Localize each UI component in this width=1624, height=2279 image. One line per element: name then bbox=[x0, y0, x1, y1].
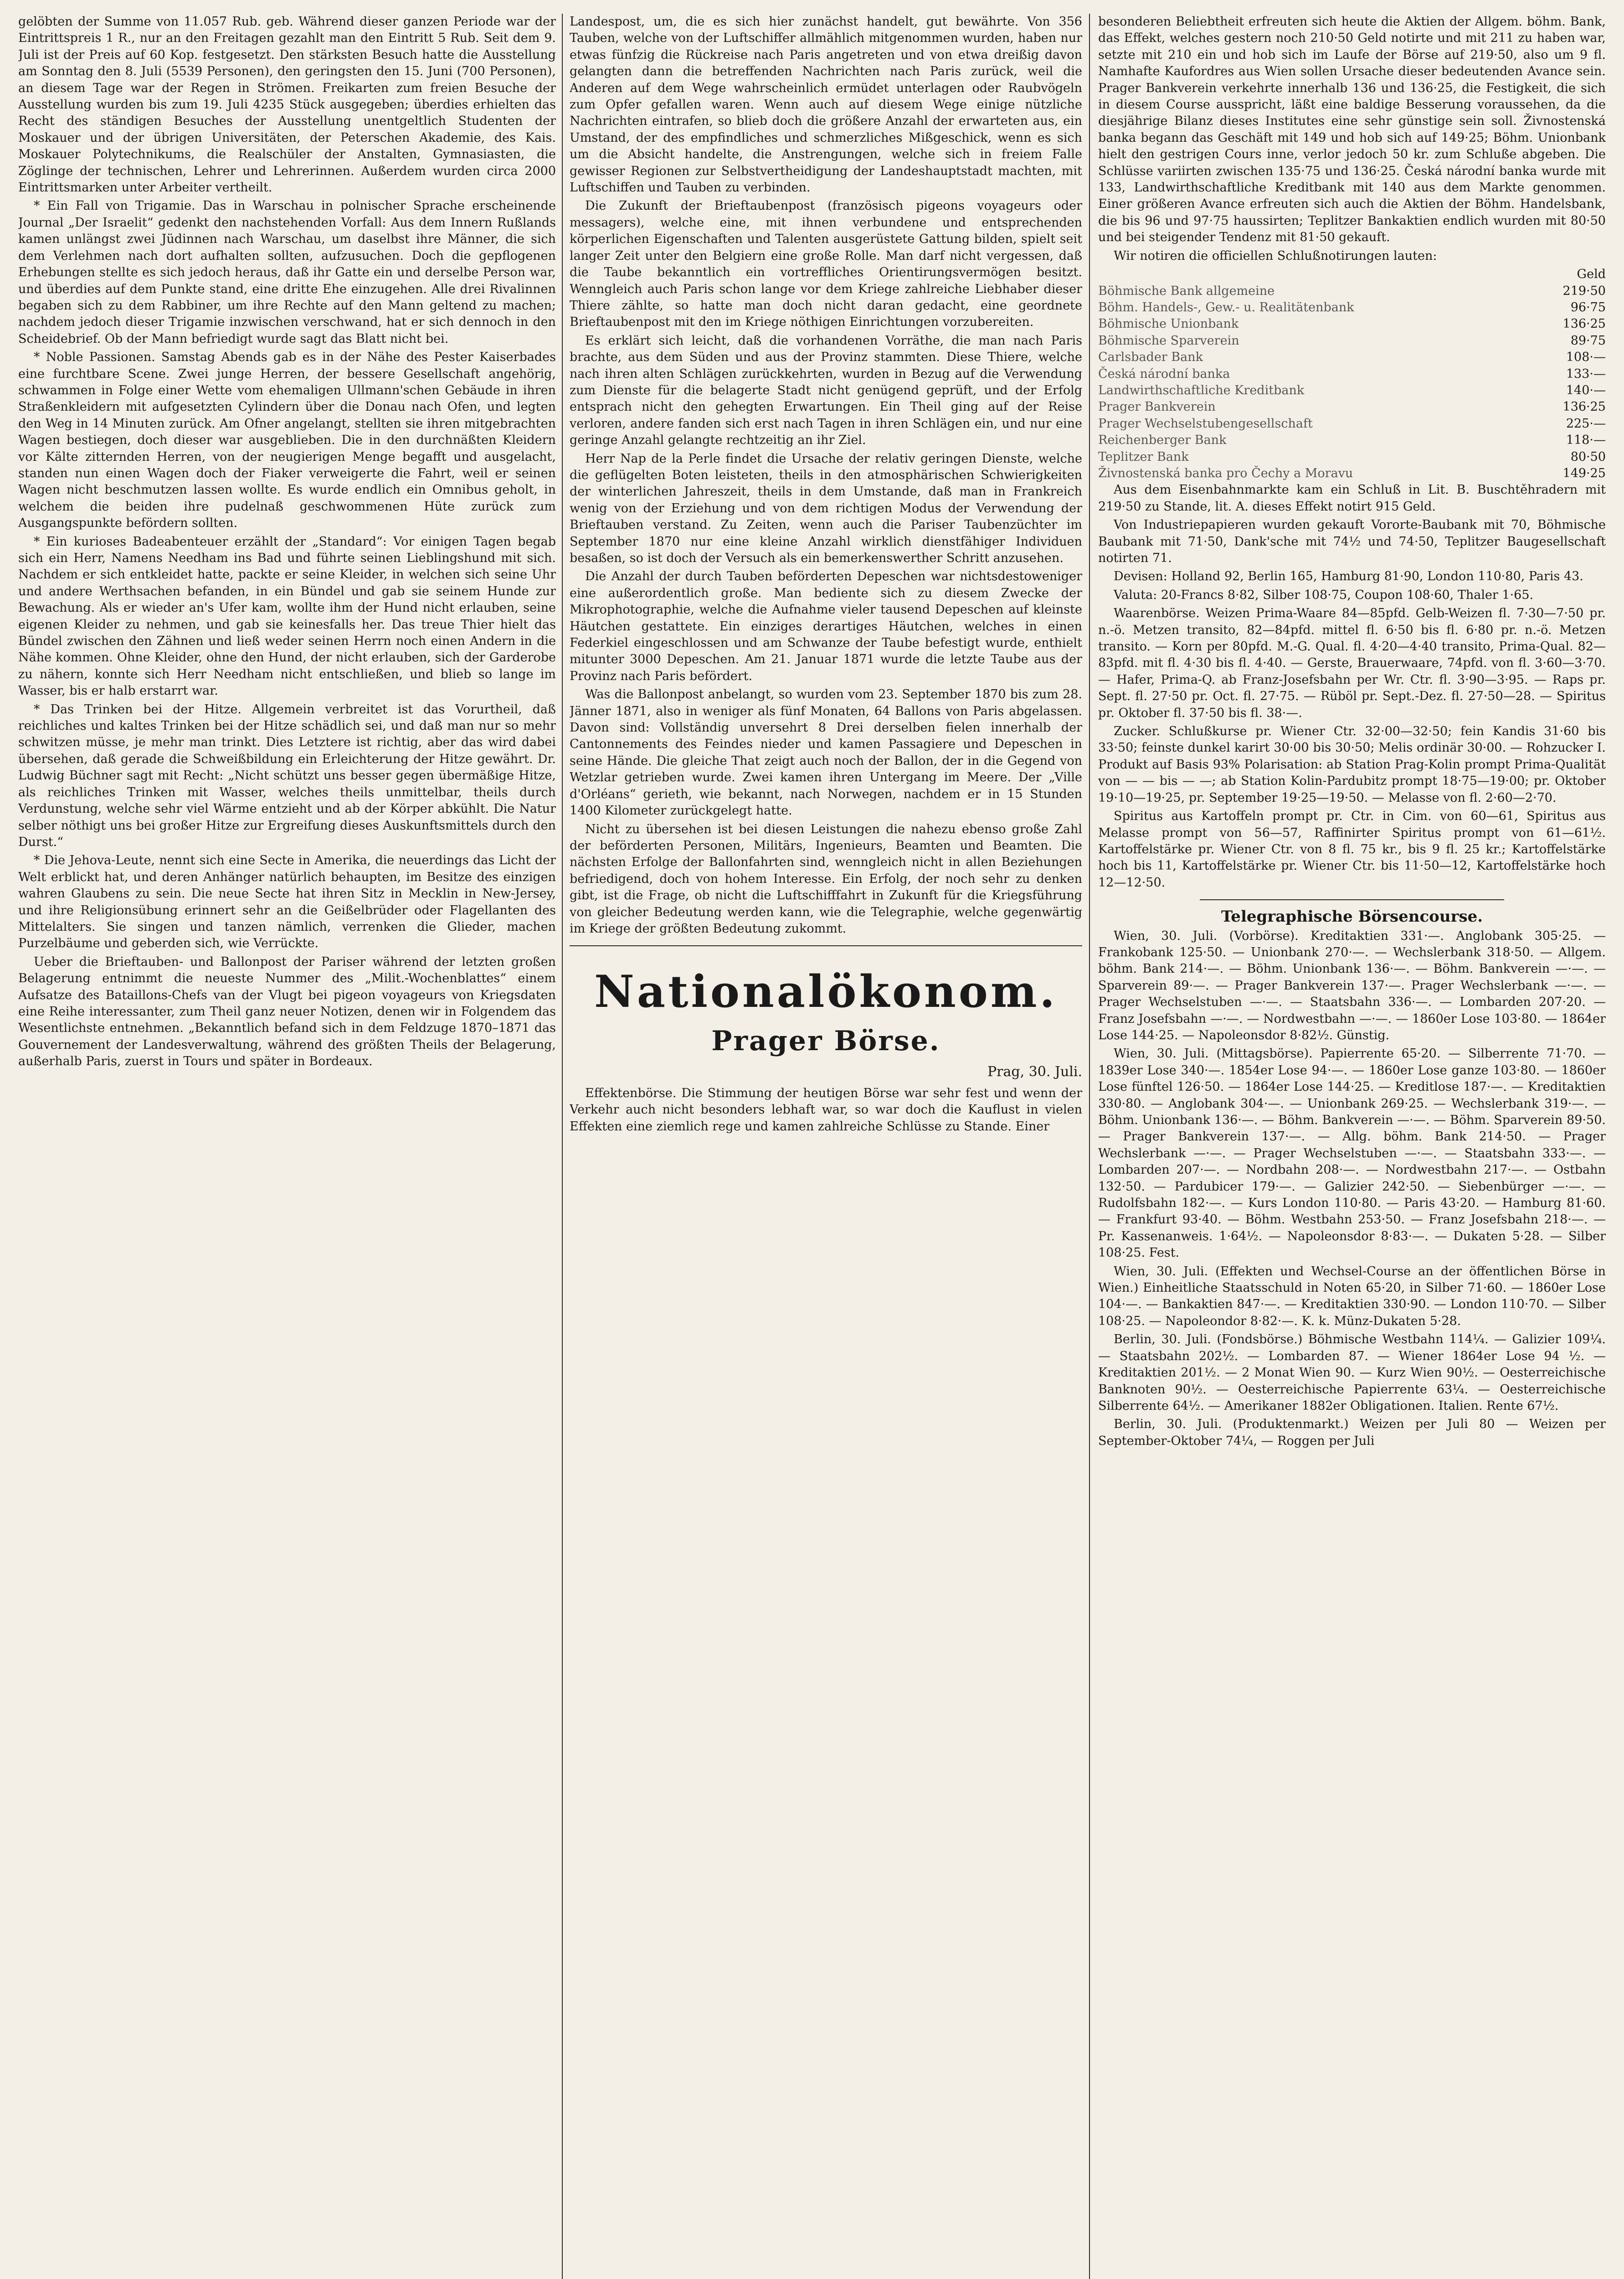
quote-row bbox=[1098, 416, 1606, 432]
market-paragraph: Wir notiren die officiellen Schlußnotirungen lauten: bbox=[1114, 248, 1437, 263]
column-rule bbox=[1089, 14, 1090, 2279]
quote-name: Böhmische Bank allgemeine bbox=[1098, 284, 1275, 298]
column-left bbox=[18, 14, 556, 2279]
quote-value: 96·75 bbox=[1570, 300, 1606, 315]
quote-row bbox=[1098, 465, 1606, 482]
newspaper-page bbox=[18, 14, 1606, 2279]
article-paragraph: * Ein kurioses Badeabenteuer erzählt der „Standard“: Vor einigen Tagen begab sich ein Herr, Namens Needham ins Bad und führte seinen Lieblingshund mit sich. Nachdem er sich entkleidet hatte, packte er seine Kleider, in welchen sich seine Uhr und andere Werthsachen befanden, in ein Bündel und gab sie seinem Hunde zur Bewachung. Als er wieder an's Ufer kam, wollte ihm der Hund nicht erlauben, seine eigenen Kleider zu nehmen, und gab sie keinesfalls her. Das treue Thier hielt das Bündel zwischen den Zähnen und ließ weder seinen Herrn noch einen Andern in die Nähe kommen. Ohne Kleider, ohne den Hund, der nicht erlauben, sich der Garderobe zu nähern, konnte sich Herr Needham nicht entschließen, und blieb so lange im Wasser, bis er halb erstarrt war. bbox=[18, 534, 556, 698]
quote-value: 89·75 bbox=[1570, 333, 1606, 348]
market-paragraph: Aus dem Eisenbahnmarkte kam ein Schluß in Lit. B. Buschtěhradern mit 219·50 zu Stande, lit. A. dieses Effekt notirt 915 Geld. bbox=[1098, 483, 1606, 514]
article-paragraph: gelöbten der Summe von 11.057 Rub. geb. Während dieser ganzen Periode war der Eintrittspreis 1 R., nur an den Freitagen gezahlt man den Eintritt 5 Rub. Seit dem 9. Juli ist der Preis auf 60 Kop. festgesetzt. Den stärksten Besuch hatte die Ausstellung am Sonntag den 8. Juli (5539 Personen), den geringsten den 15. Juni (700 Personen), an diesem Tage war der Regen in Strömen. Freikarten zum freien Besuche der Ausstellung wurden bis zum 19. Juli 4235 Stück ausgegeben; überdies erhielten das Recht des ständigen Besuches der Ausstellung unentgeltlich Studenten der Moskauer und der übrigen Universitäten, der Peterschen Akademie, des Kais. Moskauer Polytechnikums, die Realschüler der Anstalten, Gymnasiasten, die Zöglinge der technischen, Lehrer und Lehrerinnen. Außerdem wurden circa 2000 Eintrittsmarken unter Arbeiter vertheilt. bbox=[18, 15, 556, 195]
quote-value: 140·— bbox=[1566, 383, 1606, 397]
telegraph-paragraph: Berlin, 30. Juli. (Fondsbörse.) Böhmische Westbahn 114¼. — Galizier 109¼. — Staatsbahn 202½. — Lombarden 87. — Wiener 1864er Lose 94 ½. — Kreditaktien 201½. — 2 Monat Wien 90. — Kurz Wien 90½. — Oesterreichische Banknoten 90½. — Oesterreichische Papierrente 63¼. — Oesterreichische Silberrente 64½. — Amerikaner 1882er Obligationen. Italien. Rente 67½. bbox=[1098, 1332, 1606, 1413]
quotes-heading: Geld bbox=[1577, 267, 1606, 282]
section-title: Nationalökonom. bbox=[594, 966, 1058, 1018]
section-divider bbox=[570, 945, 1082, 946]
market-paragraph: Valuta: 20-Francs 8·82, Silber 108·75, Coupon 108·60, Thaler 1·65. bbox=[1114, 588, 1534, 602]
column-rule bbox=[562, 14, 563, 2279]
dateline: Prag, 30. Juli. bbox=[987, 1064, 1082, 1080]
quote-name: Reichenberger Bank bbox=[1098, 433, 1227, 448]
quote-value: 225·— bbox=[1566, 416, 1606, 431]
article-paragraph: Die Zukunft der Brieftaubenpost (französisch pigeons voyageurs oder messagers), welche eine, mit ihnen verbundene und entsprechenden körperlichen Eigenschaften und Talenten ausgerüstete Gattung bilden, spielt seit langer Zeit unter den Belgiern eine große Rolle. Man darf nicht vergessen, daß die Taube bekanntlich ein vortreffliches Orientirungsvermögen besitzt. Wenngleich auch Paris schon lange vor dem Kriege zahlreiche Liebhaber dieser Thiere zählte, so hatte man doch nicht daran gedacht, eine geordnete Brieftaubenpost mit den im Kriege nöthigen Einrichtungen vorzubereiten. bbox=[570, 199, 1082, 330]
quote-name: Prager Bankverein bbox=[1098, 400, 1216, 414]
quote-value: 133·— bbox=[1566, 366, 1606, 381]
market-paragraph: Zucker. Schlußkurse pr. Wiener Ctr. 32·00—32·50; fein Kandis 31·60 bis 33·50; feinste dunkel karirt 30·00 bis 30·50; Melis ordinär 30·00. — Rohzucker I. Produkt auf Basis 93% Polarisation: ab Station Prag-Kolin prompt Prima-Qualität von — — bis — —; ab Station Kolin-Pardubitz prompt 18·75—19·00; pr. Oktober 19·10—19·25, pr. September 19·25—19·50. — Melasse von fl. 2·60—2·70. bbox=[1098, 724, 1606, 805]
quote-row bbox=[1098, 349, 1606, 366]
quote-name: Böhm. Handels-, Gew.- u. Realitätenbank bbox=[1098, 300, 1354, 315]
quote-name: Carlsbader Bank bbox=[1098, 350, 1203, 365]
market-paragraph: Devisen: Holland 92, Berlin 165, Hamburg 81·90, London 110·80, Paris 43. bbox=[1114, 569, 1583, 584]
quote-row bbox=[1098, 316, 1606, 332]
article-paragraph: Herr Nap de la Perle findet die Ursache der relativ geringen Dienste, welche die geflügelten Boten leisteten, theils in den atmosphärischen Schwierigkeiten der winterlichen Jahreszeit, theils in dem Umstande, daß man in Frankreich wenig von der Erziehung und von dem richtigen Modus der Verwendung der Brieftauben verstand. Zu Zeiten, wenn auch die Pariser Taubenzüchter im September 1870 nur eine kleine Anzahl wirklich dienstfähiger Individuen besaßen, so ist doch der Versuch als ein bemerkenswerther Schritt anzusehen. bbox=[570, 451, 1082, 565]
quote-value: 219·50 bbox=[1562, 284, 1606, 298]
quote-value: 149·25 bbox=[1562, 466, 1606, 480]
quote-name: Böhmische Sparverein bbox=[1098, 333, 1239, 348]
market-paragraph: Spiritus aus Kartoffeln prompt pr. Ctr. in Cim. von 60—61, Spiritus aus Melasse prompt von 56—57, Raffinirter Spiritus prompt von 61—61½. Kartoffelstärke pr. Wiener Ctr. von 8 fl. 75 kr., bis 9 fl. 25 kr.; Kartoffelstärke hoch bis 11, Kartoffelstärke pr. Wiener Ctr. bis 11·50—12, Kartoffelstärke hoch 12—12·50. bbox=[1098, 809, 1606, 890]
article-paragraph: * Ein Fall von Trigamie. Das in Warschau in polnischer Sprache erscheinende Journal „Der Israelit“ gedenkt den nachstehenden Vorfall: Aus dem Innern Rußlands kamen unlängst zwei Jüdinnen nach Warschau, um daselbst ihre Männer, die sich dem Verlehmen nach dort aufhalten sollten, aufzusuchen. Doch die gepflogenen Erhebungen stellte es sich jedoch heraus, daß ihr Gatte ein und derselbe Person war, und überdies auf dem Punkte stand, eine dritte Ehe einzugehen. Alle drei Rivalinnen begaben sich zu dem Rabbiner, um ihre Rechte auf den Mann geltend zu machen; nachdem jedoch dieser Trigamie inzwischen verschwand, hat er sich dennoch in den Scheidebrief. Ob der Mann befriedigt wurde sagt das Blatt nicht bei. bbox=[18, 199, 556, 346]
quote-name: Živnostenská banka pro Čechy a Moravu bbox=[1098, 466, 1353, 480]
article-paragraph: Die Anzahl der durch Tauben beförderten Depeschen war nichtsdestoweniger eine außerordentlich große. Man bediente sich zu diesem Zwecke der Mikrophotographie, welche die Aufnahme vieler tausend Depeschen auf kleinste Häutchen gestattete. Ein einziges derartiges Häutchen, welches in einen Federkiel eingeschlossen und am Schwanze der Taube befestigt wurde, enthielt mitunter 3000 Depeschen. Am 21. Januar 1871 wurde die letzte Taube aus der Provinz nach Paris befördert. bbox=[570, 569, 1082, 683]
column-right bbox=[1098, 14, 1606, 2279]
quote-value: 136·25 bbox=[1562, 317, 1606, 331]
quote-value: 136·25 bbox=[1562, 400, 1606, 414]
quote-row bbox=[1098, 382, 1606, 399]
quote-row bbox=[1098, 399, 1606, 415]
quote-name: Česká národní banka bbox=[1098, 366, 1230, 381]
article-paragraph: Was die Ballonpost anbelangt, so wurden vom 23. September 1870 bis zum 28. Jänner 1871, also in weniger als fünf Monaten, 64 Ballons von Paris abgelassen. Davon sind: Vollständig unversehrt 8 Drei derselben fielen innerhalb der Cantonnements des Feindes nieder und kamen Passagiere und Depeschen in seine Hände. Die gleiche That zeigt auch noch der Ballon, der in die Gegend von Wetzlar getrieben wurde. Zwei kamen ihren Untergang im Meere. Der „Ville d'Orléans“ gerieth, wie bekannt, nach Norwegen, nachdem er in 15 Stunden 1400 Kilometer zurückgelegt hatte. bbox=[570, 687, 1082, 818]
telegraph-paragraph: Wien, 30. Juli. (Effekten und Wechsel-Course an der öffentlichen Börse in Wien.) Einheitliche Staatsschuld in Noten 65·20, in Silber 71·60. — 1860er Lose 104·—. — Bankaktien 847·—. — Kreditaktien 330·90. — London 110·70. — Silber 108·25. — Napoleondor 8·82·—. K. k. Münz-Dukaten 5·28. bbox=[1098, 1264, 1606, 1328]
section-divider bbox=[1200, 899, 1504, 900]
quote-row bbox=[1098, 449, 1606, 465]
article-paragraph: * Noble Passionen. Samstag Abends gab es in der Nähe des Pester Kaiserbades eine furchtbare Scene. Zwei junge Herren, der bessere Gesellschaft angehörig, schwammen in Folge einer Wette vom ehemaligen Ullmann'schen Gebäude in ihren Straßenkleidern mit aufgesetzten Cylindern über die Donau nach Ofen, und legten den Weg in 14 Minuten zurück. Am Ofner angelangt, stellten sie ihren mitgebrachten Wagen bestiegen, doch dieser war ausgeblieben. Die in den durchnäßten Kleidern vor Kälte zitternden Herren, von der neugierigen Menge begafft und ausgelacht, standen nun einen Wagen doch der Fiaker verweigerte die Fahrt, weil er seinen Wagen nicht beschmutzen lassen wollte. Es wurde endlich ein Omnibus geholt, in welchem die beiden ihre pudelnaß geschwommenen Hüte zurück zum Ausgangspunkte befördern sollten. bbox=[18, 350, 556, 531]
telegraph-paragraph: Wien, 30. Juli. (Vorbörse). Kreditaktien 331·—. Anglobank 305·25. — Frankobank 125·50. — Unionbank 270·—. — Wechslerbank 318·50. — Allgem. böhm. Bank 214·—. — Böhm. Unionbank 136·—. — Böhm. Bankverein —·—. — Sparverein 89·—. — Prager Bankverein 137·—. Prager Wechslerbank —·—. — Prager Wechselstuben —·—. — Staatsbahn 336·—. — Lombarden 207·20. — Franz Josefsbahn —·—. — Nordwestbahn —·—. — 1860er Lose 103·80. — 1864er Lose 144·25. — Napoleonsdor 8·82½. Günstig. bbox=[1098, 928, 1606, 1042]
market-paragraph: besonderen Beliebtheit erfreuten sich heute die Aktien der Allgem. böhm. Bank, das Effekt, welches gestern noch 210·50 Geld notirte und mit 211 zu haben war, setzte mit 210 ein und hob sich im Laufe der Börse auf 219·50, also um 9 fl. Namhafte Kaufordres aus Wien sollen Ursache dieser bedeutenden Avance sein. Prager Bankverein verkehrte innerhalb 136 und 136·25, die Festigkeit, die sich in diesem Course ausspricht, läßt eine baldige Besserung voraussehen, da die diesjährige Bilanz dieses Institutes eine sehr günstige sein soll. Živnostenská banka begann das Geschäft mit 149 und hob sich auf 149·25; Böhm. Unionbank hielt den gestrigen Cours inne, verlor jedoch 50 kr. zum Schluße abgeben. Die Schlüsse variirten zwischen 135·75 und 136·25. Česká národní banka wurde mit 133, Landwirthschaftliche Kreditbank mit 140 aus dem Markte genommen. Einer größeren Avance erfreuten sich auch die Aktien der Böhm. Handelsbank, die bis 96 und 97·75 haussirten; Teplitzer Bankaktien endlich wurden mit 80·50 und bei steigender Tendenz mit 81·50 gekauft. bbox=[1098, 15, 1606, 245]
quote-row bbox=[1098, 299, 1606, 316]
article-paragraph: Ueber die Brieftauben- und Ballonpost der Pariser während der letzten großen Belagerung entnimmt die neueste Nummer des „Milit.-Wochenblattes“ einem Aufsatze des Bataillons-Chefs van der Vlugt bei pigeon voyageurs von Kriegsdaten eine Reihe interessanter, zum Theil ganz neuer Notizen, denen wir in Folgendem das Wesentlichste entnehmen. „Bekanntlich befand sich in dem Feldzuge 1870–1871 das Gouvernement der Landesverwaltung, während des größten Theils der Belagerung, außerhalb Paris, zuerst in Tours und später in Bordeaux. bbox=[18, 954, 556, 1069]
telegraph-paragraph: Wien, 30. Juli. (Mittagsbörse). Papierrente 65·20. — Silberrente 71·70. — 1839er Lose 340·—. 1854er Lose 94·—. — 1860er Lose ganze 103·80. — 1860er Lose fünftel 126·50. — 1864er Lose 144·25. — Kreditlose 187·—. — Kreditaktien 330·80. — Anglobank 304·—. — Unionbank 269·25. — Wechslerbank 319·—. — Böhm. Unionbank 136·—. — Böhm. Bankverein —·—. — Böhm. Sparverein 89·50. — Prager Bankverein 137·—. — Allg. böhm. Bank 214·50. — Prager Wechslerbank —·—. — Prager Wechselstuben —·—. — Staatsbahn 333·—. — Lombarden 207·—. — Nordbahn 208·—. — Nordwestbahn 217·—. — Ostbahn 132·50. — Pardubicer 179·—. — Galizier 242·50. — Siebenbürger —·—. — Rudolfsbahn 182·—. — Kurs London 110·80. — Paris 43·20. — Hamburg 81·60. — Frankfurt 93·40. — Böhm. Westbahn 253·50. — Franz Josefsbahn 218·—. — Pr. Kassenanweis. 1·64½. — Napoleonsdor 8·83·—. — Dukaten 5·28. — Silber 108·25. Fest. bbox=[1098, 1047, 1606, 1260]
market-paragraph: Waarenbörse. Weizen Prima-Waare 84—85pfd. Gelb-Weizen fl. 7·30—7·50 pr. n.-ö. Metzen transito, 82—84pfd. mittel fl. 6·50 bis fl. 6·80 pr. n.-ö. Metzen transito. — Korn per 80pfd. M.-G. Qual. fl. 4·20—4·40 transito, Prima-Qual. 82—83pfd. mit fl. 4·30 bis fl. 4·40. — Gerste, Brauerwaare, 74pfd. von fl. 3·60—3·70. — Hafer, Prima-Q. ab Franz-Josefsbahn per Wr. Ctr. fl. 3·90—3·95. — Raps pr. Sept. fl. 27·50 pr. Oct. fl. 27·75. — Rüböl pr. Sept.-Dez. fl. 27·50—28. — Spiritus pr. Oktober fl. 37·50 bis fl. 38·—. bbox=[1098, 606, 1606, 720]
telegraph-heading: Telegraphische Börsencourse. bbox=[1221, 907, 1483, 926]
quote-value: 80·50 bbox=[1570, 449, 1606, 464]
quote-row bbox=[1098, 283, 1606, 299]
article-paragraph: Nicht zu übersehen ist bei diesen Leistungen die nahezu ebenso große Zahl der beförderten Personen, Militärs, Ingenieurs, Beamten und Beamten. Die nächsten Erfolge der Ballonfahrten sind, wenngleich nicht in allen Beziehungen befriedigend, doch von hohem Interesse. Ein Erfolg, der noch sehr zu denken gibt, ist die Frage, ob nicht die Luftschifffahrt in Zukunft für die Kriegsführung von gleicher Bedeutung werden kann, wie die Telegraphie, welche gegenwärtig im Kriege der größten Bedeutung zukommt. bbox=[570, 822, 1082, 936]
column-middle bbox=[570, 14, 1082, 2279]
article-paragraph: Es erklärt sich leicht, daß die vorhandenen Vorräthe, die man nach Paris brachte, aus dem Süden und aus der Provinz stammten. Diese Thiere, welche nach ihren alten Schlägen zurückkehrten, wurden in Bezug auf die Verwendung zum Dienste für die belagerte Stadt nicht genügend geprüft, und der Erfolg entsprach nicht den gehegten Erwartungen. Ein Theil ging auf der Reise verloren, andere fanden sich erst nach Tagen in ihren Schlägen ein, und nur eine geringe Anzahl gelangte rechtzeitig an ihr Ziel. bbox=[570, 333, 1082, 448]
quotes-table bbox=[1098, 266, 1606, 482]
telegraph-paragraph: Berlin, 30. Juli. (Produktenmarkt.) Weizen per Juli 80 — Weizen per September-Oktober 74¼, — Roggen per Juli bbox=[1098, 1417, 1606, 1448]
quote-row bbox=[1098, 333, 1606, 349]
quote-name: Prager Wechselstubengesellschaft bbox=[1098, 416, 1313, 431]
article-paragraph: * Das Trinken bei der Hitze. Allgemein verbreitet ist das Vorurtheil, daß reichliches und kaltes Trinken bei der Hitze schädlich sei, und daß man nur so mehr schwitzen müsse, je mehr man trinkt. Dies Letztere ist richtig, aber das wird dabei übersehen, daß gerade die Schweißbildung ein Erleichterung der Hitze gewährt. Dr. Ludwig Büchner sagt mit Recht: „Nicht schützt uns besser gegen übermäßige Hitze, als reichliches Trinken mit Wasser, welches theils unmittelbar, theils durch Verdunstung, welche sehr viel Wärme entzieht und ab der Körper abkühlt. Die Natur selber nöthigt uns bei großer Hitze zur Ergreifung dieses Auskunftsmittels durch den Durst.“ bbox=[18, 702, 556, 849]
quote-name: Böhmische Unionbank bbox=[1098, 317, 1239, 331]
article-paragraph: * Die Jehova-Leute, nennt sich eine Secte in Amerika, die neuerdings das Licht der Welt erblickt hat, und deren Anhänger natürlich behaupten, im Besitze des einzigen wahren Glaubens zu sein. Die neue Secte hat ihren Sitz in Mecklin in New-Jersey, und ihre Religionsübung erinnert sehr an die Geißelbrüder oder Flagellanten des Mittelalters. Sie singen und tanzen nämlich, verrenken die Glieder, machen Purzelbäume und geberden sich, wie Verrückte. bbox=[18, 853, 556, 951]
article-paragraph: Landespost, um, die es sich hier zunächst handelt, gut bewährte. Von 356 Tauben, welche von der Luftschiffer allmählich mitgenommen wurden, haben nur etwas fünfzig die Rückreise nach Paris angetreten und von etwa dreißig davon gelangten dann die betreffenden Nachrichten nach Paris zurück, weil die Anderen auf dem Wege wahrscheinlich ermüdet unterlagen oder Raubvögeln zum Opfer gefallen waren. Wenn auch auf diesem Wege einige nützliche Nachrichten eintrafen, so blieb doch die größere Anzahl der erwarteten aus, ein Umstand, der des empfindliches und schmerzliches Mißgeschick, wenn es sich um die Absicht handelte, die Anstrengungen, welche sich in freiem Falle gewisser Regionen zur Selbstvertheidigung der Landeshauptstadt machten, mit Luftschiffen und Tauben zu verbinden. bbox=[570, 15, 1082, 195]
quote-row bbox=[1098, 366, 1606, 382]
quote-value: 108·— bbox=[1566, 350, 1606, 365]
section-subtitle: Prager Börse. bbox=[711, 1025, 940, 1057]
market-paragraph: Effektenbörse. Die Stimmung der heutigen Börse war sehr fest und wenn der Verkehr auch nicht besonders lebhaft war, so war doch die Kauflust in vielen Effekten eine ziemlich rege und kamen zahlreiche Schlüsse zu Stande. Einer bbox=[570, 1086, 1082, 1134]
market-paragraph: Von Industriepapieren wurden gekauft Vororte-Baubank mit 70, Böhmische Baubank mit 71·50, Dank'sche mit 74½ und 74·50, Teplitzer Baugesellschaft notirten 71. bbox=[1098, 518, 1606, 565]
quote-value: 118·— bbox=[1566, 433, 1606, 448]
quote-row bbox=[1098, 432, 1606, 449]
quote-name: Landwirthschaftliche Kreditbank bbox=[1098, 383, 1305, 397]
quote-name: Teplitzer Bank bbox=[1098, 449, 1189, 464]
quotes-header-row bbox=[1098, 266, 1606, 283]
